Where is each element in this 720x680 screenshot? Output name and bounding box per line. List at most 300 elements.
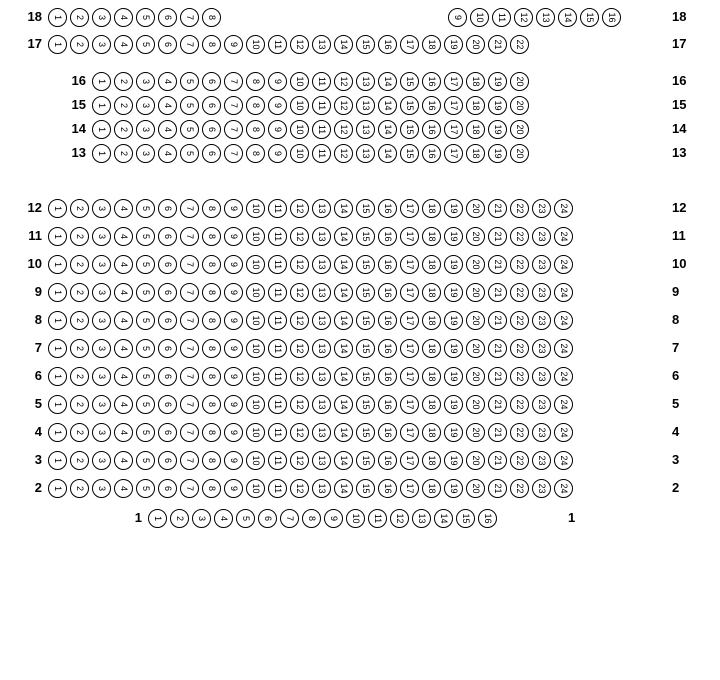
seat[interactable]: 18	[422, 311, 441, 330]
seat[interactable]: 5	[136, 367, 155, 386]
seat[interactable]: 19	[444, 339, 463, 358]
seat[interactable]: 5	[136, 423, 155, 442]
seat[interactable]: 12	[514, 8, 533, 27]
seat[interactable]: 20	[466, 283, 485, 302]
seat[interactable]: 12	[290, 311, 309, 330]
seat[interactable]: 5	[136, 255, 155, 274]
seat[interactable]: 2	[70, 479, 89, 498]
seat[interactable]: 16	[378, 367, 397, 386]
seat[interactable]: 9	[224, 199, 243, 218]
seat[interactable]: 19	[444, 311, 463, 330]
seat[interactable]: 2	[114, 144, 133, 163]
seat[interactable]: 7	[224, 72, 243, 91]
seat[interactable]: 11	[268, 199, 287, 218]
seat[interactable]: 19	[444, 227, 463, 246]
seat[interactable]: 4	[114, 35, 133, 54]
seat[interactable]: 5	[136, 227, 155, 246]
seat[interactable]: 5	[136, 339, 155, 358]
seat[interactable]: 4	[114, 367, 133, 386]
seat[interactable]: 19	[444, 255, 463, 274]
seat[interactable]: 6	[258, 509, 277, 528]
seat[interactable]: 1	[92, 96, 111, 115]
seat[interactable]: 1	[48, 311, 67, 330]
seat[interactable]: 21	[488, 311, 507, 330]
seat[interactable]: 18	[422, 395, 441, 414]
seat[interactable]: 7	[180, 451, 199, 470]
seat[interactable]: 10	[290, 144, 309, 163]
seat[interactable]: 6	[158, 367, 177, 386]
seat[interactable]: 15	[356, 451, 375, 470]
seat[interactable]: 2	[70, 35, 89, 54]
seat[interactable]: 15	[400, 144, 419, 163]
seat[interactable]: 22	[510, 423, 529, 442]
seat[interactable]: 3	[192, 509, 211, 528]
seat[interactable]: 6	[158, 35, 177, 54]
seat[interactable]: 23	[532, 227, 551, 246]
seat[interactable]: 7	[180, 255, 199, 274]
seat[interactable]: 12	[334, 72, 353, 91]
seat[interactable]: 14	[334, 451, 353, 470]
seat[interactable]: 10	[290, 96, 309, 115]
seat[interactable]: 17	[400, 451, 419, 470]
seat[interactable]: 10	[246, 35, 265, 54]
seat[interactable]: 20	[466, 227, 485, 246]
seat[interactable]: 1	[48, 255, 67, 274]
seat[interactable]: 8	[246, 144, 265, 163]
seat[interactable]: 15	[356, 227, 375, 246]
seat[interactable]: 19	[444, 451, 463, 470]
seat[interactable]: 19	[444, 283, 463, 302]
seat[interactable]: 19	[444, 35, 463, 54]
seat[interactable]: 7	[180, 35, 199, 54]
seat[interactable]: 17	[400, 367, 419, 386]
seat[interactable]: 17	[400, 35, 419, 54]
seat[interactable]: 8	[202, 255, 221, 274]
seat[interactable]: 7	[180, 367, 199, 386]
seat[interactable]: 17	[400, 227, 419, 246]
seat[interactable]: 7	[180, 8, 199, 27]
seat[interactable]: 5	[136, 283, 155, 302]
seat[interactable]: 22	[510, 255, 529, 274]
seat[interactable]: 20	[466, 311, 485, 330]
seat[interactable]: 4	[114, 283, 133, 302]
seat[interactable]: 1	[48, 367, 67, 386]
seat[interactable]: 2	[70, 283, 89, 302]
seat[interactable]: 5	[136, 311, 155, 330]
seat[interactable]: 12	[290, 479, 309, 498]
seat[interactable]: 8	[246, 120, 265, 139]
seat[interactable]: 22	[510, 199, 529, 218]
seat[interactable]: 13	[312, 423, 331, 442]
seat[interactable]: 21	[488, 451, 507, 470]
seat[interactable]: 14	[378, 144, 397, 163]
seat[interactable]: 11	[268, 283, 287, 302]
seat[interactable]: 6	[202, 96, 221, 115]
seat[interactable]: 23	[532, 479, 551, 498]
seat[interactable]: 3	[136, 120, 155, 139]
seat[interactable]: 5	[136, 199, 155, 218]
seat[interactable]: 21	[488, 423, 507, 442]
seat[interactable]: 23	[532, 199, 551, 218]
seat[interactable]: 13	[312, 311, 331, 330]
seat[interactable]: 19	[444, 423, 463, 442]
seat[interactable]: 23	[532, 395, 551, 414]
seat[interactable]: 10	[346, 509, 365, 528]
seat[interactable]: 22	[510, 451, 529, 470]
seat[interactable]: 15	[456, 509, 475, 528]
seat[interactable]: 10	[246, 283, 265, 302]
seat[interactable]: 11	[492, 8, 511, 27]
seat[interactable]: 4	[114, 479, 133, 498]
seat[interactable]: 11	[312, 72, 331, 91]
seat[interactable]: 7	[180, 423, 199, 442]
seat[interactable]: 1	[148, 509, 167, 528]
seat[interactable]: 8	[202, 423, 221, 442]
seat[interactable]: 24	[554, 423, 573, 442]
seat[interactable]: 13	[536, 8, 555, 27]
seat[interactable]: 15	[400, 120, 419, 139]
seat[interactable]: 11	[268, 311, 287, 330]
seat[interactable]: 13	[312, 283, 331, 302]
seat[interactable]: 9	[224, 395, 243, 414]
seat[interactable]: 14	[334, 35, 353, 54]
seat[interactable]: 16	[378, 395, 397, 414]
seat[interactable]: 20	[510, 144, 529, 163]
seat[interactable]: 18	[422, 255, 441, 274]
seat[interactable]: 24	[554, 311, 573, 330]
seat[interactable]: 4	[158, 96, 177, 115]
seat[interactable]: 1	[48, 479, 67, 498]
seat[interactable]: 16	[378, 255, 397, 274]
seat[interactable]: 20	[466, 451, 485, 470]
seat[interactable]: 24	[554, 367, 573, 386]
seat[interactable]: 16	[378, 311, 397, 330]
seat[interactable]: 11	[268, 35, 287, 54]
seat[interactable]: 17	[400, 479, 419, 498]
seat[interactable]: 13	[356, 144, 375, 163]
seat[interactable]: 10	[246, 227, 265, 246]
seat[interactable]: 10	[246, 367, 265, 386]
seat[interactable]: 9	[224, 283, 243, 302]
seat[interactable]: 3	[92, 479, 111, 498]
seat[interactable]: 7	[180, 311, 199, 330]
seat[interactable]: 14	[334, 199, 353, 218]
seat[interactable]: 10	[246, 423, 265, 442]
seat[interactable]: 18	[466, 120, 485, 139]
seat[interactable]: 16	[378, 339, 397, 358]
seat[interactable]: 1	[48, 395, 67, 414]
seat[interactable]: 23	[532, 255, 551, 274]
seat[interactable]: 2	[70, 227, 89, 246]
seat[interactable]: 11	[268, 395, 287, 414]
seat[interactable]: 2	[114, 72, 133, 91]
seat[interactable]: 3	[92, 311, 111, 330]
seat[interactable]: 14	[558, 8, 577, 27]
seat[interactable]: 16	[378, 423, 397, 442]
seat[interactable]: 24	[554, 339, 573, 358]
seat[interactable]: 6	[158, 451, 177, 470]
seat[interactable]: 15	[400, 72, 419, 91]
seat[interactable]: 22	[510, 395, 529, 414]
seat[interactable]: 14	[334, 367, 353, 386]
seat[interactable]: 9	[224, 255, 243, 274]
seat[interactable]: 2	[70, 339, 89, 358]
seat[interactable]: 24	[554, 451, 573, 470]
seat[interactable]: 3	[92, 255, 111, 274]
seat[interactable]: 14	[334, 227, 353, 246]
seat[interactable]: 5	[136, 451, 155, 470]
seat[interactable]: 24	[554, 255, 573, 274]
seat[interactable]: 11	[268, 367, 287, 386]
seat[interactable]: 5	[180, 144, 199, 163]
seat[interactable]: 2	[114, 96, 133, 115]
seat[interactable]: 18	[422, 367, 441, 386]
seat[interactable]: 7	[224, 120, 243, 139]
seat[interactable]: 21	[488, 35, 507, 54]
seat[interactable]: 4	[114, 8, 133, 27]
seat[interactable]: 8	[202, 311, 221, 330]
seat[interactable]: 1	[48, 227, 67, 246]
seat[interactable]: 16	[422, 144, 441, 163]
seat[interactable]: 10	[470, 8, 489, 27]
seat[interactable]: 1	[48, 35, 67, 54]
seat[interactable]: 10	[246, 339, 265, 358]
seat[interactable]: 6	[158, 395, 177, 414]
seat[interactable]: 4	[158, 72, 177, 91]
seat[interactable]: 2	[114, 120, 133, 139]
seat[interactable]: 23	[532, 451, 551, 470]
seat[interactable]: 6	[158, 199, 177, 218]
seat[interactable]: 1	[48, 8, 67, 27]
seat[interactable]: 7	[224, 96, 243, 115]
seat[interactable]: 17	[400, 339, 419, 358]
seat[interactable]: 6	[158, 311, 177, 330]
seat[interactable]: 14	[334, 283, 353, 302]
seat[interactable]: 15	[356, 255, 375, 274]
seat[interactable]: 4	[114, 199, 133, 218]
seat[interactable]: 12	[390, 509, 409, 528]
seat[interactable]: 8	[202, 451, 221, 470]
seat[interactable]: 3	[136, 72, 155, 91]
seat[interactable]: 22	[510, 35, 529, 54]
seat[interactable]: 4	[114, 227, 133, 246]
seat[interactable]: 5	[180, 120, 199, 139]
seat[interactable]: 1	[48, 283, 67, 302]
seat[interactable]: 6	[158, 255, 177, 274]
seat[interactable]: 9	[324, 509, 343, 528]
seat[interactable]: 4	[158, 144, 177, 163]
seat[interactable]: 18	[466, 72, 485, 91]
seat[interactable]: 2	[70, 367, 89, 386]
seat[interactable]: 13	[312, 227, 331, 246]
seat[interactable]: 11	[268, 255, 287, 274]
seat[interactable]: 18	[422, 451, 441, 470]
seat[interactable]: 5	[136, 479, 155, 498]
seat[interactable]: 20	[466, 479, 485, 498]
seat[interactable]: 4	[114, 423, 133, 442]
seat[interactable]: 17	[444, 72, 463, 91]
seat[interactable]: 22	[510, 367, 529, 386]
seat[interactable]: 9	[224, 35, 243, 54]
seat[interactable]: 16	[478, 509, 497, 528]
seat[interactable]: 8	[202, 395, 221, 414]
seat[interactable]: 11	[312, 144, 331, 163]
seat[interactable]: 16	[422, 72, 441, 91]
seat[interactable]: 2	[70, 199, 89, 218]
seat[interactable]: 20	[466, 199, 485, 218]
seat[interactable]: 2	[70, 451, 89, 470]
seat[interactable]: 7	[180, 199, 199, 218]
seat[interactable]: 11	[268, 339, 287, 358]
seat[interactable]: 20	[466, 367, 485, 386]
seat[interactable]: 20	[466, 339, 485, 358]
seat[interactable]: 4	[158, 120, 177, 139]
seat[interactable]: 22	[510, 311, 529, 330]
seat[interactable]: 14	[334, 479, 353, 498]
seat[interactable]: 18	[422, 283, 441, 302]
seat[interactable]: 20	[466, 395, 485, 414]
seat[interactable]: 13	[312, 339, 331, 358]
seat[interactable]: 15	[580, 8, 599, 27]
seat[interactable]: 3	[92, 451, 111, 470]
seat[interactable]: 16	[378, 479, 397, 498]
seat[interactable]: 15	[356, 479, 375, 498]
seat[interactable]: 23	[532, 311, 551, 330]
seat[interactable]: 5	[136, 35, 155, 54]
seat[interactable]: 11	[368, 509, 387, 528]
seat[interactable]: 22	[510, 479, 529, 498]
seat[interactable]: 14	[334, 423, 353, 442]
seat[interactable]: 16	[378, 35, 397, 54]
seat[interactable]: 7	[280, 509, 299, 528]
seat[interactable]: 9	[224, 311, 243, 330]
seat[interactable]: 7	[180, 479, 199, 498]
seat[interactable]: 8	[246, 72, 265, 91]
seat[interactable]: 18	[466, 96, 485, 115]
seat[interactable]: 3	[92, 8, 111, 27]
seat[interactable]: 17	[400, 423, 419, 442]
seat[interactable]: 9	[268, 144, 287, 163]
seat[interactable]: 17	[444, 120, 463, 139]
seat[interactable]: 4	[214, 509, 233, 528]
seat[interactable]: 12	[290, 199, 309, 218]
seat[interactable]: 24	[554, 283, 573, 302]
seat[interactable]: 11	[312, 120, 331, 139]
seat[interactable]: 6	[158, 479, 177, 498]
seat[interactable]: 12	[290, 35, 309, 54]
seat[interactable]: 3	[92, 367, 111, 386]
seat[interactable]: 13	[312, 35, 331, 54]
seat[interactable]: 13	[312, 479, 331, 498]
seat[interactable]: 8	[202, 283, 221, 302]
seat[interactable]: 13	[412, 509, 431, 528]
seat[interactable]: 1	[48, 339, 67, 358]
seat[interactable]: 21	[488, 367, 507, 386]
seat[interactable]: 15	[356, 423, 375, 442]
seat[interactable]: 10	[290, 72, 309, 91]
seat[interactable]: 21	[488, 227, 507, 246]
seat[interactable]: 7	[180, 283, 199, 302]
seat[interactable]: 7	[180, 227, 199, 246]
seat[interactable]: 21	[488, 199, 507, 218]
seat[interactable]: 2	[70, 255, 89, 274]
seat[interactable]: 3	[136, 144, 155, 163]
seat[interactable]: 7	[180, 395, 199, 414]
seat[interactable]: 12	[290, 283, 309, 302]
seat[interactable]: 9	[224, 423, 243, 442]
seat[interactable]: 20	[510, 120, 529, 139]
seat[interactable]: 4	[114, 255, 133, 274]
seat[interactable]: 13	[312, 367, 331, 386]
seat[interactable]: 1	[92, 144, 111, 163]
seat[interactable]: 15	[356, 367, 375, 386]
seat[interactable]: 14	[334, 339, 353, 358]
seat[interactable]: 5	[136, 8, 155, 27]
seat[interactable]: 17	[400, 283, 419, 302]
seat[interactable]: 6	[158, 423, 177, 442]
seat[interactable]: 15	[356, 283, 375, 302]
seat[interactable]: 3	[92, 227, 111, 246]
seat[interactable]: 11	[268, 451, 287, 470]
seat[interactable]: 21	[488, 339, 507, 358]
seat[interactable]: 12	[290, 227, 309, 246]
seat[interactable]: 2	[70, 423, 89, 442]
seat[interactable]: 15	[356, 311, 375, 330]
seat[interactable]: 20	[510, 72, 529, 91]
seat[interactable]: 3	[92, 199, 111, 218]
seat[interactable]: 19	[444, 199, 463, 218]
seat[interactable]: 13	[312, 451, 331, 470]
seat[interactable]: 2	[70, 8, 89, 27]
seat[interactable]: 16	[378, 283, 397, 302]
seat[interactable]: 17	[400, 311, 419, 330]
seat[interactable]: 10	[246, 199, 265, 218]
seat[interactable]: 16	[602, 8, 621, 27]
seat[interactable]: 19	[488, 72, 507, 91]
seat[interactable]: 22	[510, 283, 529, 302]
seat[interactable]: 12	[334, 96, 353, 115]
seat[interactable]: 6	[158, 339, 177, 358]
seat[interactable]: 21	[488, 255, 507, 274]
seat[interactable]: 4	[114, 339, 133, 358]
seat[interactable]: 5	[236, 509, 255, 528]
seat[interactable]: 5	[180, 72, 199, 91]
seat[interactable]: 17	[400, 199, 419, 218]
seat[interactable]: 6	[158, 283, 177, 302]
seat[interactable]: 18	[422, 199, 441, 218]
seat[interactable]: 9	[268, 72, 287, 91]
seat[interactable]: 10	[246, 395, 265, 414]
seat[interactable]: 18	[422, 35, 441, 54]
seat[interactable]: 12	[290, 395, 309, 414]
seat[interactable]: 8	[202, 339, 221, 358]
seat[interactable]: 9	[224, 227, 243, 246]
seat[interactable]: 18	[422, 423, 441, 442]
seat[interactable]: 5	[180, 96, 199, 115]
seat[interactable]: 22	[510, 339, 529, 358]
seat[interactable]: 24	[554, 479, 573, 498]
seat[interactable]: 8	[246, 96, 265, 115]
seat[interactable]: 13	[356, 96, 375, 115]
seat[interactable]: 4	[114, 451, 133, 470]
seat[interactable]: 13	[312, 395, 331, 414]
seat[interactable]: 8	[302, 509, 321, 528]
seat[interactable]: 19	[488, 144, 507, 163]
seat[interactable]: 8	[202, 227, 221, 246]
seat[interactable]: 10	[290, 120, 309, 139]
seat[interactable]: 22	[510, 227, 529, 246]
seat[interactable]: 8	[202, 367, 221, 386]
